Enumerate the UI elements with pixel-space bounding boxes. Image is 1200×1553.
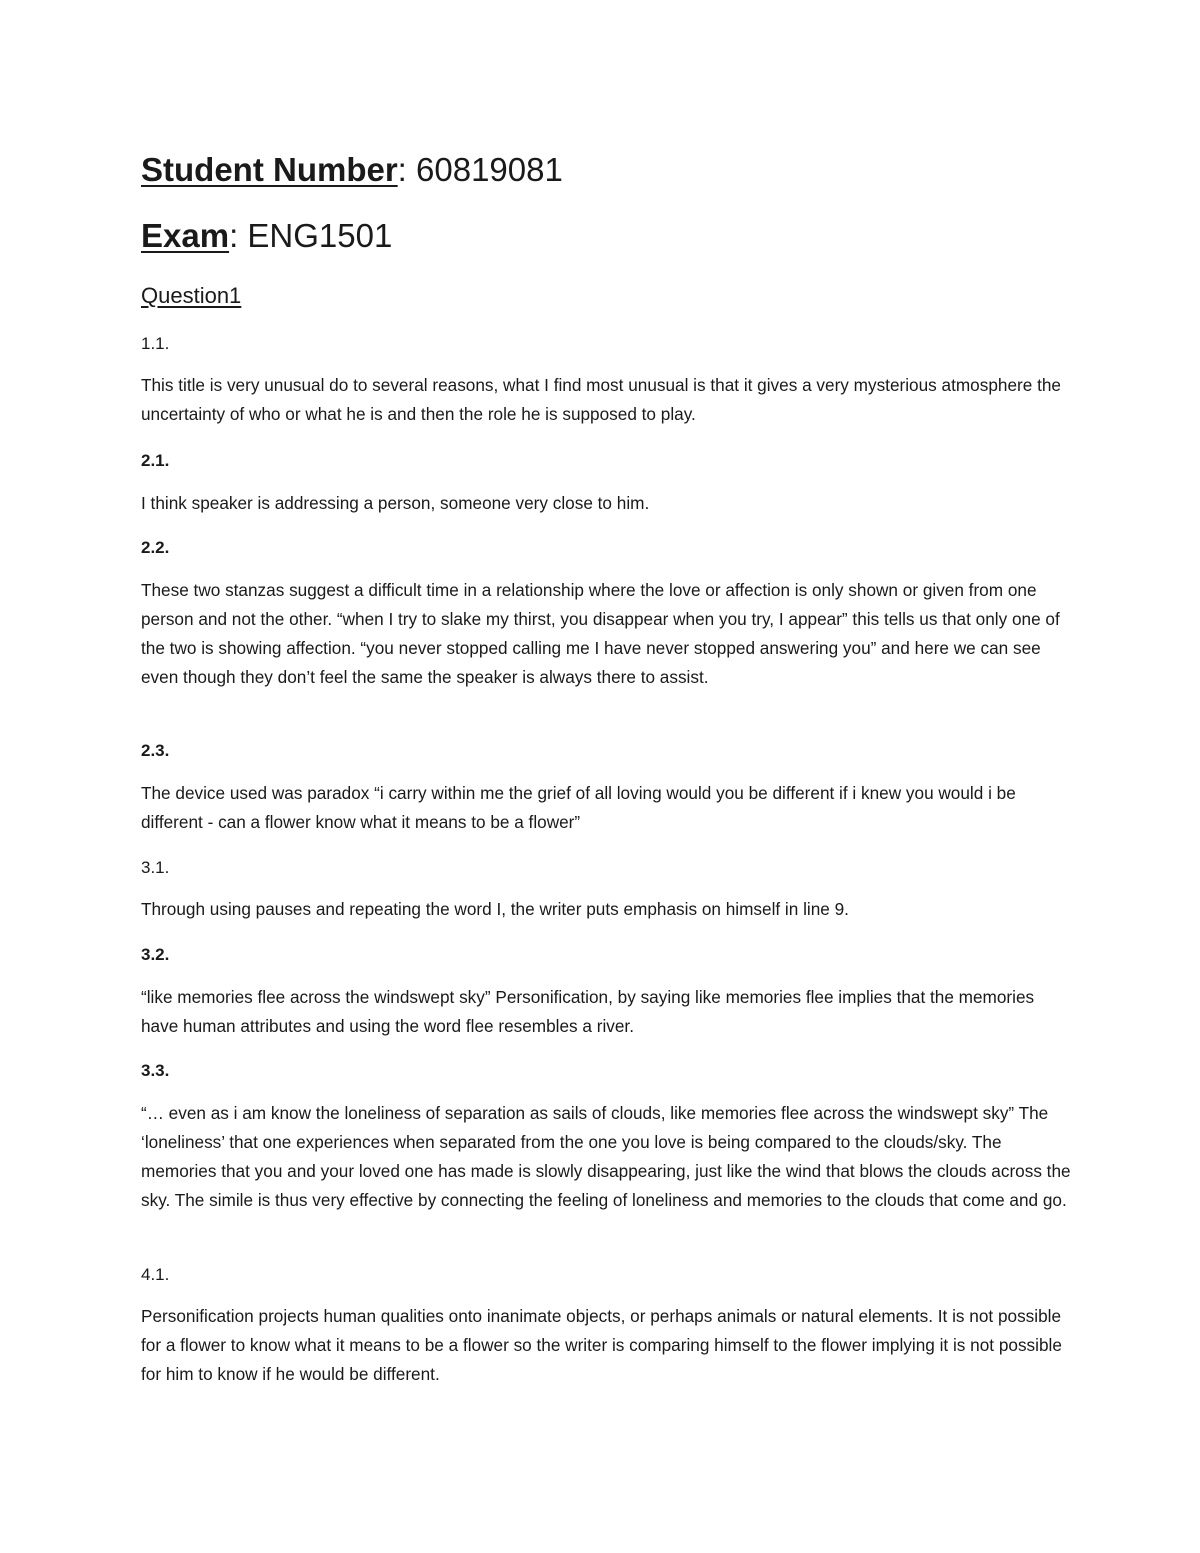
answer-number: 3.3. (141, 1061, 170, 1080)
answer-text: “like memories flee across the windswept sky” Personification, by saying like memories flee implies that the memories have human attributes and using the word flee resembles a river. (141, 987, 1035, 1036)
exam-line (141, 216, 392, 256)
student-number-label: Student Number (141, 151, 398, 188)
student-number-line (141, 150, 563, 190)
answer-text: The device used was paradox “i carry within me the grief of all loving would you be different if i knew you would i be different - can a flower know what it means to be a flower” (141, 783, 1016, 832)
answer-number: 1.1. (141, 334, 170, 353)
answer-number: 3.2. (141, 945, 170, 964)
answer-number: 2.2. (141, 538, 170, 557)
answer-number: 2.3. (141, 741, 170, 760)
answer-number: 2.1. (141, 451, 170, 470)
student-number-value: : 60819081 (397, 151, 563, 188)
answer-text: “… even as i am know the loneliness of separation as sails of clouds, like memories flee across the windswept sky” The ‘loneliness’ that one experiences when separated from the one you love is being compared to the clouds/sky. The memories that you and your loved one has made is slowly disappearing, just like the wind that blows the clouds across the sky. The simile is thus very effective by connecting the feeling of loneliness and memories to the clouds that come and go. (141, 1103, 1071, 1210)
answer-text: Through using pauses and repeating the word I, the writer puts emphasis on himself in line 9. (141, 899, 849, 919)
question-title: Question1 (141, 283, 242, 308)
answer-text: This title is very unusual do to several reasons, what I find most unusual is that it gives a very mysterious atmosphere the uncertainty of who or what he is and then the role he is supposed to play. (141, 375, 1061, 424)
exam-value: : ENG1501 (229, 217, 393, 254)
answer-text: I think speaker is addressing a person, someone very close to him. (141, 493, 650, 513)
answer-text: Personification projects human qualities onto inanimate objects, or perhaps animals or natural elements. It is not possible for a flower to know what it means to be a flower so the writer is comparing himself to the flower implying it is not possible for him to know if he would be different. (141, 1306, 1062, 1384)
exam-label: Exam (141, 217, 230, 254)
answer-text: These two stanzas suggest a difficult time in a relationship where the love or affection is only shown or given from one person and not the other. “when I try to slake my thirst, you disappear when you try, I appear” this tells us that only one of the two is showing affection. “you never stopped calling me I have never stopped answering you” and here we can see even though they don’t feel the same the speaker is always there to assist. (141, 580, 1060, 687)
answer-number: 3.1. (141, 858, 170, 877)
answer-number: 4.1. (141, 1265, 170, 1284)
